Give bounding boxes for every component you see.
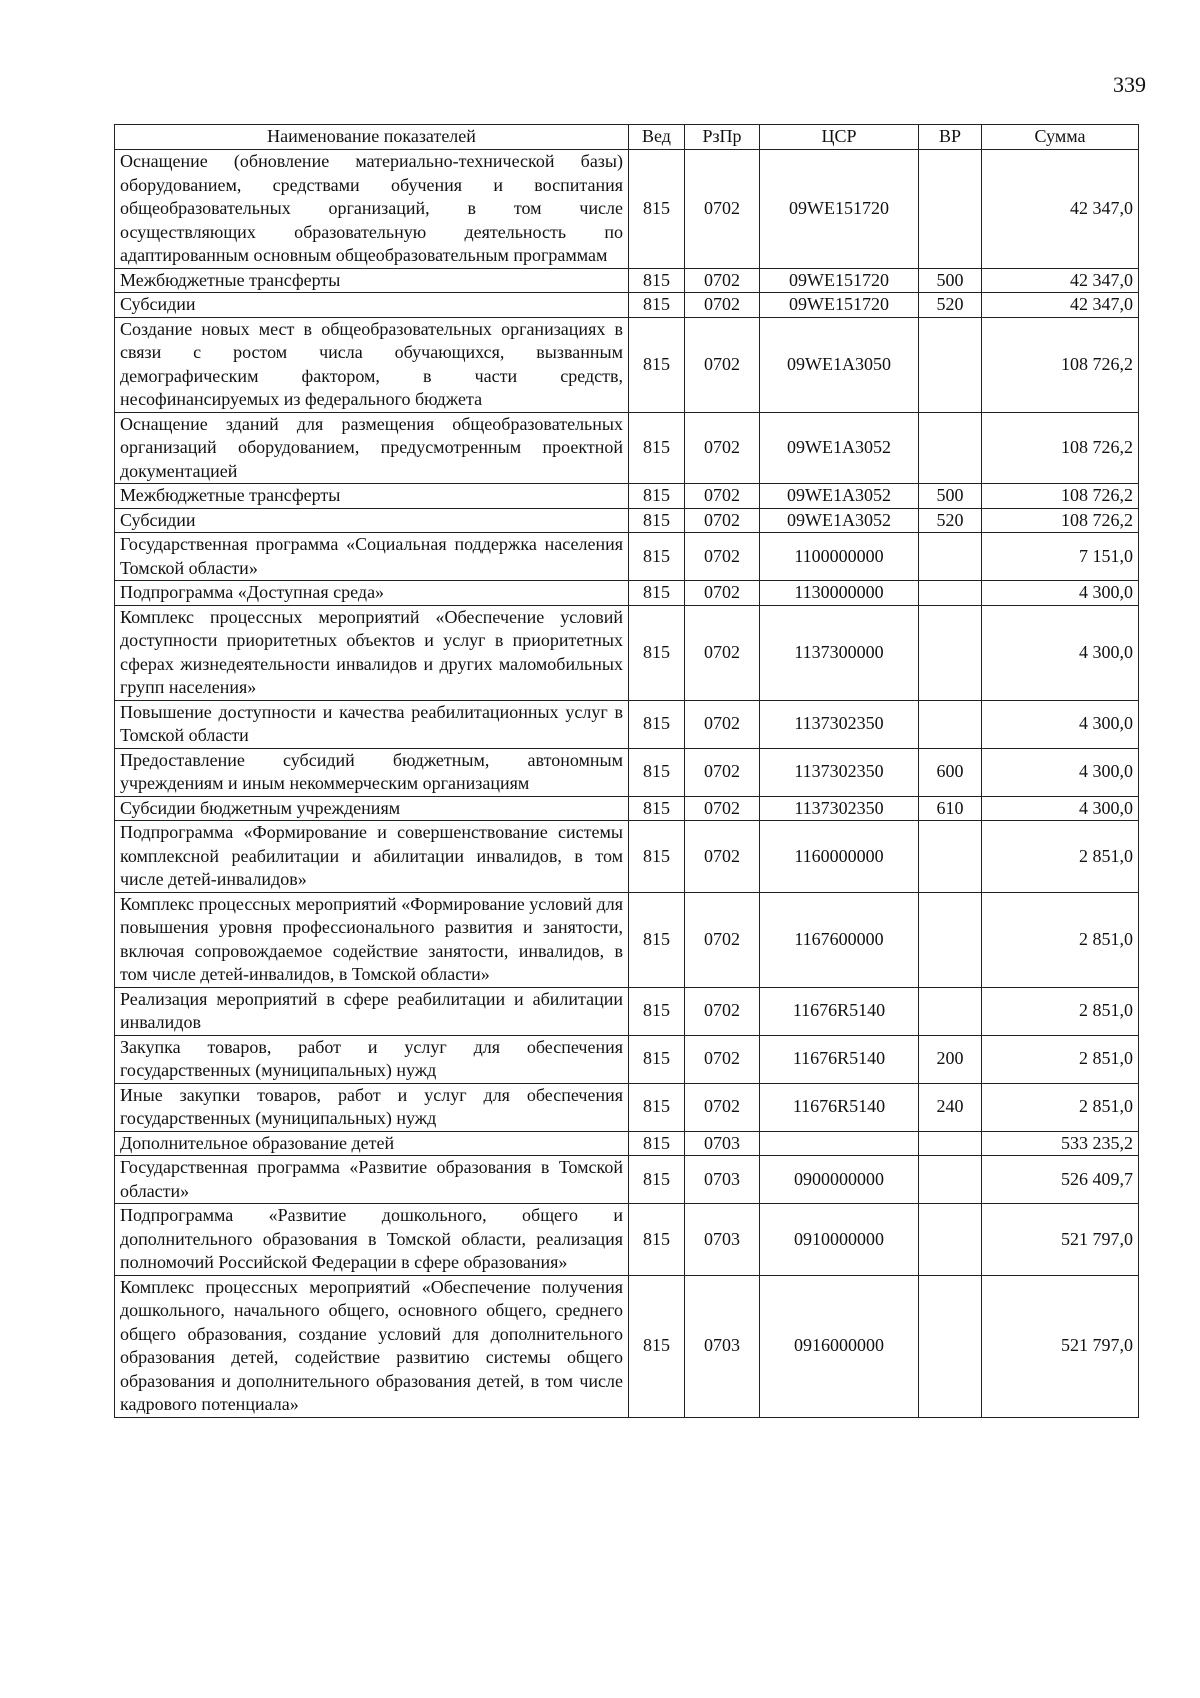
cell-name: Государственная программа «Развитие образования в Томской области» [115,1156,629,1204]
cell-rzpr: 0702 [685,412,760,484]
cell-ved: 815 [629,821,685,893]
cell-ved: 815 [629,581,685,606]
cell-sum: 42 347,0 [982,150,1139,269]
table-row [115,1275,1139,1417]
cell-vr [919,700,982,748]
table-row [115,1083,1139,1131]
cell-rzpr: 0702 [685,892,760,987]
cell-rzpr: 0702 [685,1035,760,1083]
cell-sum: 108 726,2 [982,484,1139,509]
cell-sum: 2 851,0 [982,1083,1139,1131]
cell-vr [919,821,982,893]
cell-rzpr: 0702 [685,796,760,821]
cell-name: Субсидии бюджетным учреждениям [115,796,629,821]
cell-sum: 108 726,2 [982,317,1139,412]
cell-name: Иные закупки товаров, работ и услуг для обеспечения государственных (муниципальных) нужд [115,1083,629,1131]
cell-vr: 200 [919,1035,982,1083]
table-row [115,1035,1139,1083]
cell-csr: 11676R5140 [760,987,919,1035]
cell-rzpr: 0702 [685,293,760,318]
cell-vr [919,150,982,269]
page-number: 339 [1113,72,1146,97]
table-row [115,1204,1139,1276]
table-row [115,821,1139,893]
cell-ved: 815 [629,1204,685,1276]
cell-ved: 815 [629,293,685,318]
header-sum: Сумма [982,125,1139,150]
table-header-row [115,125,1139,150]
cell-ved: 815 [629,796,685,821]
cell-rzpr: 0703 [685,1131,760,1156]
table-row [115,892,1139,987]
cell-csr: 0916000000 [760,1275,919,1417]
cell-csr: 11676R5140 [760,1035,919,1083]
cell-sum: 526 409,7 [982,1156,1139,1204]
cell-name: Подпрограмма «Формирование и совершенствование системы комплексной реабилитации и абилитации инвалидов, в том числе детей-инвалидов» [115,821,629,893]
cell-vr: 240 [919,1083,982,1131]
cell-ved: 815 [629,1156,685,1204]
cell-csr: 0900000000 [760,1156,919,1204]
cell-name: Комплекс процессных мероприятий «Обеспечение получения дошкольного, начального общего, основного общего, среднего общего образования, создание условий для дополнительного образования детей, содействие развитию системы общего образования и дополнительного образования детей, в том числе кадрового потенциала» [115,1275,629,1417]
cell-vr: 520 [919,293,982,318]
cell-ved: 815 [629,317,685,412]
cell-csr: 1130000000 [760,581,919,606]
cell-vr [919,892,982,987]
cell-ved: 815 [629,700,685,748]
cell-vr [919,605,982,700]
cell-vr: 610 [919,796,982,821]
table-row [115,581,1139,606]
cell-sum: 42 347,0 [982,268,1139,293]
cell-vr [919,533,982,581]
cell-csr: 1137302350 [760,700,919,748]
cell-ved: 815 [629,508,685,533]
cell-ved: 815 [629,268,685,293]
cell-name: Оснащение зданий для размещения общеобразовательных организаций оборудованием, предусмотренным проектной документацией [115,412,629,484]
cell-sum: 108 726,2 [982,412,1139,484]
cell-rzpr: 0702 [685,605,760,700]
cell-rzpr: 0702 [685,268,760,293]
table-body [115,150,1139,1418]
cell-sum: 108 726,2 [982,508,1139,533]
cell-name: Дополнительное образование детей [115,1131,629,1156]
cell-csr [760,1131,919,1156]
cell-vr [919,1275,982,1417]
table-row [115,700,1139,748]
cell-name: Подпрограмма «Развитие дошкольного, общего и дополнительного образования в Томской области, реализация полномочий Российской Федерации в сфере образования» [115,1204,629,1276]
cell-csr: 1167600000 [760,892,919,987]
cell-sum: 4 300,0 [982,796,1139,821]
cell-sum: 2 851,0 [982,892,1139,987]
cell-csr: 11676R5140 [760,1083,919,1131]
cell-rzpr: 0702 [685,581,760,606]
table-row [115,748,1139,796]
cell-sum: 4 300,0 [982,605,1139,700]
cell-rzpr: 0702 [685,508,760,533]
cell-csr: 09WE1A3052 [760,412,919,484]
cell-csr: 1100000000 [760,533,919,581]
cell-vr: 600 [919,748,982,796]
cell-csr: 09WE151720 [760,150,919,269]
table-row [115,412,1139,484]
cell-rzpr: 0702 [685,1083,760,1131]
cell-name: Государственная программа «Социальная поддержка населения Томской области» [115,533,629,581]
cell-name: Закупка товаров, работ и услуг для обеспечения государственных (муниципальных) нужд [115,1035,629,1083]
table-row [115,533,1139,581]
cell-vr [919,987,982,1035]
cell-sum: 2 851,0 [982,821,1139,893]
table-row [115,293,1139,318]
cell-rzpr: 0702 [685,484,760,509]
cell-sum: 4 300,0 [982,748,1139,796]
cell-name: Повышение доступности и качества реабилитационных услуг в Томской области [115,700,629,748]
table-row [115,605,1139,700]
cell-vr [919,1156,982,1204]
cell-vr: 500 [919,484,982,509]
cell-rzpr: 0702 [685,700,760,748]
cell-name: Субсидии [115,508,629,533]
cell-sum: 4 300,0 [982,581,1139,606]
cell-rzpr: 0703 [685,1275,760,1417]
cell-rzpr: 0702 [685,317,760,412]
cell-name: Реализация мероприятий в сфере реабилитации и абилитации инвалидов [115,987,629,1035]
header-vr: ВР [919,125,982,150]
cell-rzpr: 0702 [685,150,760,269]
budget-table [114,124,1139,1418]
cell-rzpr: 0702 [685,748,760,796]
cell-ved: 815 [629,484,685,509]
table-row [115,484,1139,509]
cell-ved: 815 [629,412,685,484]
cell-sum: 533 235,2 [982,1131,1139,1156]
cell-ved: 815 [629,533,685,581]
cell-name: Комплекс процессных мероприятий «Формирование условий для повышения уровня профессионального развития и занятости, включая сопровождаемое содействие занятости, инвалидов, в том числе детей-инвалидов, в Томской области» [115,892,629,987]
cell-ved: 815 [629,1083,685,1131]
cell-rzpr: 0702 [685,533,760,581]
cell-ved: 815 [629,150,685,269]
cell-ved: 815 [629,987,685,1035]
header-rzpr: РзПр [685,125,760,150]
cell-sum: 7 151,0 [982,533,1139,581]
cell-csr: 09WE151720 [760,268,919,293]
cell-name: Создание новых мест в общеобразовательных организациях в связи с ростом числа обучающихся, вызванным демографическим фактором, в части средств, несофинансируемых из федерального бюджета [115,317,629,412]
cell-csr: 1137302350 [760,796,919,821]
cell-sum: 2 851,0 [982,1035,1139,1083]
table-row [115,150,1139,269]
cell-rzpr: 0702 [685,821,760,893]
table-row [115,317,1139,412]
table-row [115,268,1139,293]
table-row [115,796,1139,821]
cell-csr: 1137300000 [760,605,919,700]
cell-ved: 815 [629,892,685,987]
cell-name: Межбюджетные трансферты [115,484,629,509]
cell-sum: 521 797,0 [982,1275,1139,1417]
cell-vr: 500 [919,268,982,293]
cell-csr: 1137302350 [760,748,919,796]
cell-ved: 815 [629,1035,685,1083]
cell-sum: 42 347,0 [982,293,1139,318]
cell-vr [919,1204,982,1276]
cell-csr: 09WE1A3050 [760,317,919,412]
cell-ved: 815 [629,748,685,796]
cell-sum: 2 851,0 [982,987,1139,1035]
cell-csr: 0910000000 [760,1204,919,1276]
cell-name: Комплекс процессных мероприятий «Обеспечение условий доступности приоритетных объектов и услуг в приоритетных сферах жизнедеятельности инвалидов и других маломобильных групп населения» [115,605,629,700]
header-csr: ЦСР [760,125,919,150]
cell-csr: 09WE1A3052 [760,484,919,509]
cell-ved: 815 [629,1131,685,1156]
cell-rzpr: 0703 [685,1156,760,1204]
cell-vr [919,412,982,484]
cell-csr: 09WE151720 [760,293,919,318]
cell-vr [919,317,982,412]
cell-rzpr: 0703 [685,1204,760,1276]
cell-name: Оснащение (обновление материально-технической базы) оборудованием, средствами обучения и воспитания общеобразовательных организаций, в том числе осуществляющих образовательную деятельность по адаптированным основным общеобразовательным программам [115,150,629,269]
table-row [115,1156,1139,1204]
cell-sum: 4 300,0 [982,700,1139,748]
table-row [115,508,1139,533]
cell-csr: 09WE1A3052 [760,508,919,533]
cell-name: Предоставление субсидий бюджетным, автономным учреждениям и иным некоммерческим организациям [115,748,629,796]
cell-rzpr: 0702 [685,987,760,1035]
header-name: Наименование показателей [115,125,629,150]
cell-name: Субсидии [115,293,629,318]
cell-csr: 1160000000 [760,821,919,893]
cell-name: Межбюджетные трансферты [115,268,629,293]
cell-vr [919,1131,982,1156]
table-row [115,1131,1139,1156]
cell-sum: 521 797,0 [982,1204,1139,1276]
cell-ved: 815 [629,1275,685,1417]
cell-vr [919,581,982,606]
cell-name: Подпрограмма «Доступная среда» [115,581,629,606]
header-ved: Вед [629,125,685,150]
cell-vr: 520 [919,508,982,533]
table-row [115,987,1139,1035]
cell-ved: 815 [629,605,685,700]
